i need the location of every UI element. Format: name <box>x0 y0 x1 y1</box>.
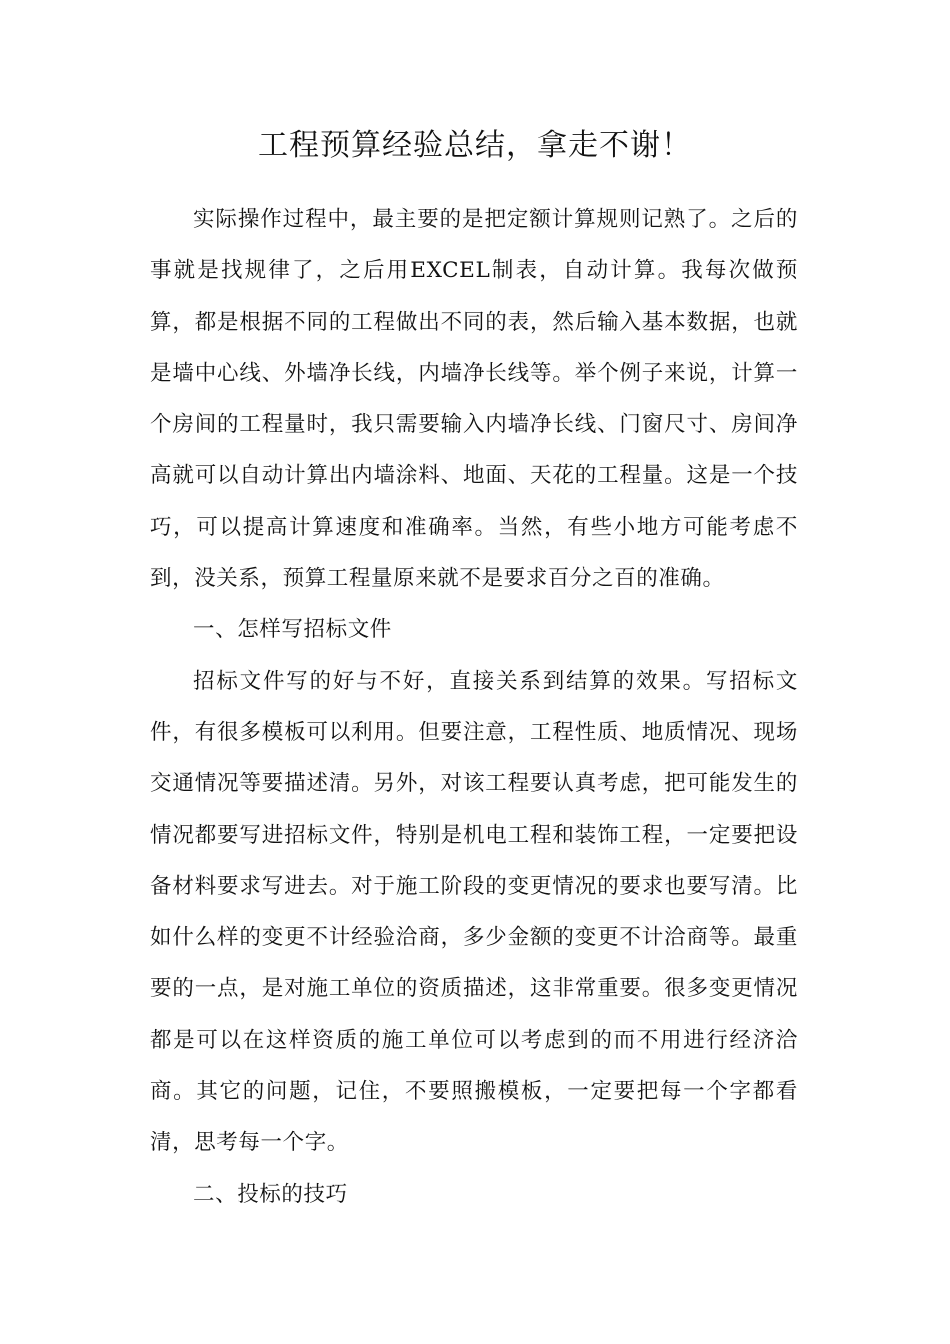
document-title: 工程预算经验总结，拿走不谢！ <box>258 128 692 163</box>
document-body <box>150 194 798 1220</box>
paragraph-intro: 实际操作过程中，最主要的是把定额计算规则记熟了。之后的事就是找规律了，之后用EXCEL制表，自动计算。我每次做预算，都是根据不同的工程做出不同的表，然后输入基本数据，也就是墙中心线、外墙净长线，内墙净长线等。举个例子来说，计算一个房间的工程量时，我只需要输入内墙净长线、门窗尺寸、房间净高就可以自动计算出内墙涂料、地面、天花的工程量。这是一个技巧，可以提高计算速度和准确率。当然，有些小地方可能考虑不到，没关系，预算工程量原来就不是要求百分之百的准确。 <box>150 207 798 592</box>
paragraph-tender: 招标文件写的好与不好，直接关系到结算的效果。写招标文件，有很多模板可以利用。但要注意，工程性质、地质情况、现场交通情况等要描述清。另外，对该工程要认真考虑，把可能发生的情况都要写进招标文件，特别是机电工程和装饰工程，一定要把设备材料要求写进去。对于施工阶段的变更情况的要求也要写清。比如什么样的变更不计经验洽商，多少金额的变更不计洽商等。最重要的一点，是对施工单位的资质描述，这非常重要。很多变更情况都是可以在这样资质的施工单位可以考虑到的而不用进行经济洽商。其它的问题，记住，不要照搬模板，一定要把每一个字都看清，思考每一个字。 <box>150 668 798 1156</box>
section-heading-1: 一、怎样写招标文件 <box>193 617 392 643</box>
section-heading-2: 二、投标的技巧 <box>193 1181 348 1207</box>
